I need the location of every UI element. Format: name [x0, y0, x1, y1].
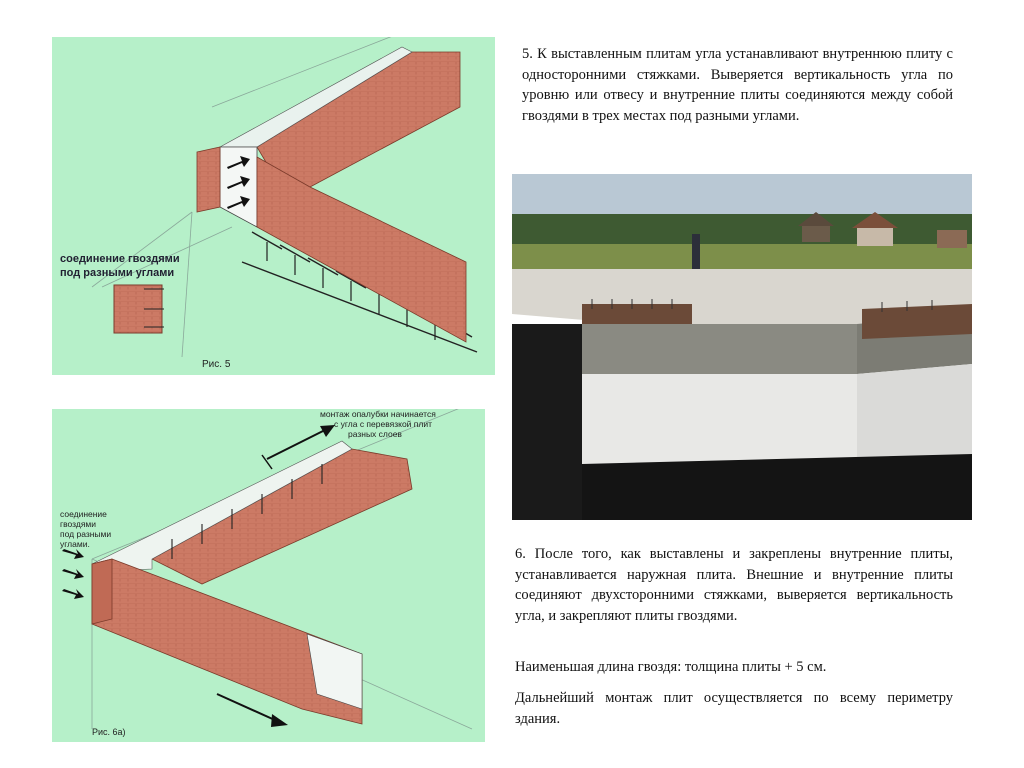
nail-joint-note — [60, 509, 114, 549]
construction-site-photo — [512, 174, 972, 520]
perimeter-text: Дальнейший монтаж плит осуществляется по всему периметру здания. — [515, 690, 953, 727]
step-6-text: 6. После того, как выставлены и закреплены внутренние плиты, устанавливается наружная плита. Внешние и внутренние плиты соединяют двухсторонними стяжками, выверяется вертикальность угла, и закрепляют плиты гвоздями. — [515, 546, 953, 624]
formwork-start-note-line: монтаж опалубки начинается — [320, 409, 436, 419]
figure-6a-caption: Рис. 6а) — [92, 727, 126, 737]
step-5-text: 5. К выставленным плитам угла устанавливают внутреннюю плиту с односторонними стяжками. Выверяется вертикальность угла по уровню или отвесу и внутренние плиты соединяются между собой гвоздями в трех местах под разными углами. — [522, 46, 953, 124]
nail-joint-label — [60, 253, 183, 279]
corner-wall-illustration-6a — [52, 409, 485, 742]
formwork-start-note — [320, 409, 438, 439]
corner-wall-illustration — [52, 37, 495, 375]
nail-joint-note-line: под разными — [60, 529, 112, 539]
nail-joint-note-line: гвоздями — [60, 519, 97, 529]
photo-illustration — [512, 174, 972, 520]
nail-joint-label-line: соединение гвоздями — [60, 253, 180, 265]
nail-length-text: Наименьшая длина гвоздя: толщина плиты + 5 см. — [515, 659, 827, 675]
figure-5-diagram — [52, 37, 495, 375]
nail-joint-label-line: под разными углами — [60, 267, 175, 279]
figure-5-caption: Рис. 5 — [202, 359, 231, 370]
figure-6a-diagram — [52, 409, 485, 742]
nail-joint-note-line: углами. — [60, 539, 90, 549]
formwork-start-note-line: с угла с перевязкой плит — [334, 419, 432, 429]
nail-joint-note-line: соединение — [60, 509, 107, 519]
formwork-start-note-line: разных слоев — [348, 429, 402, 439]
